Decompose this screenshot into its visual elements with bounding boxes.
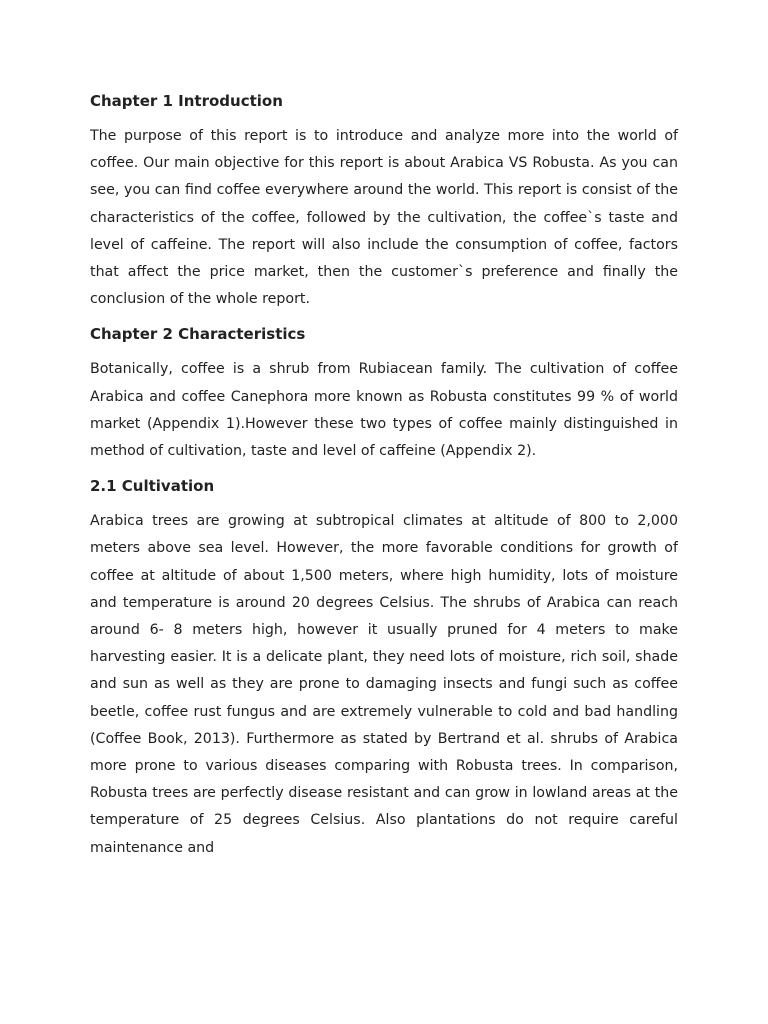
chapter1-heading: Chapter 1 Introduction <box>90 92 283 110</box>
document-page <box>90 88 678 860</box>
section-2-1-heading: 2.1 Cultivation <box>90 477 215 496</box>
section-2-1-paragraph: Arabica trees are growing at subtropical climates at altitude of 800 to 2,000 meters above sea level. However, the more favorable conditions for growth of coffee at altitude of about 1,500 meters, where high humidity, lots of moisture and temperature is around 20 degrees Celsius. The shrubs of Arabica can reach around 6- 8 meters high, however it usually pruned for 4 meters to make harvesting easier. It is a delicate plant, they need lots of moisture, rich soil, shade and sun as well as they are prone to damaging insects and fungi such as coffee beetle, coffee rust fungus and are extremely vulnerable to cold and bad handling (Coffee Book, 2013). Furthermore as stated by Bertrand et al. shrubs of Arabica more prone to various diseases comparing with Robusta trees. In comparison, Robusta trees are perfectly disease resistant and can grow in lowland areas at the temperature of 25 degrees Celsius. Also plantations do not require careful maintenance and <box>90 513 678 856</box>
chapter2-paragraph: Botanically, coffee is a shrub from Rubiacean family. The cultivation of coffee Arabica and coffee Canephora more known as Robusta constitutes 99 % of world market (Appendix 1).However these two types of coffee mainly distinguished in method of cultivation, taste and level of caffeine (Appendix 2). <box>90 361 678 460</box>
chapter2-heading: Chapter 2 Characteristics <box>90 325 306 344</box>
chapter1-paragraph: The purpose of this report is to introduce and analyze more into the world of coffee. Our main objective for this report is about Arabica VS Robusta. As you can see, you can find coffee everywhere around the world. This report is consist of the characteristics of the coffee, followed by the cultivation, the coffee`s taste and level of caffeine. The report will also include the consumption of coffee, factors that affect the price market, then the customer`s preference and finally the conclusion of the whole report. <box>90 128 678 308</box>
